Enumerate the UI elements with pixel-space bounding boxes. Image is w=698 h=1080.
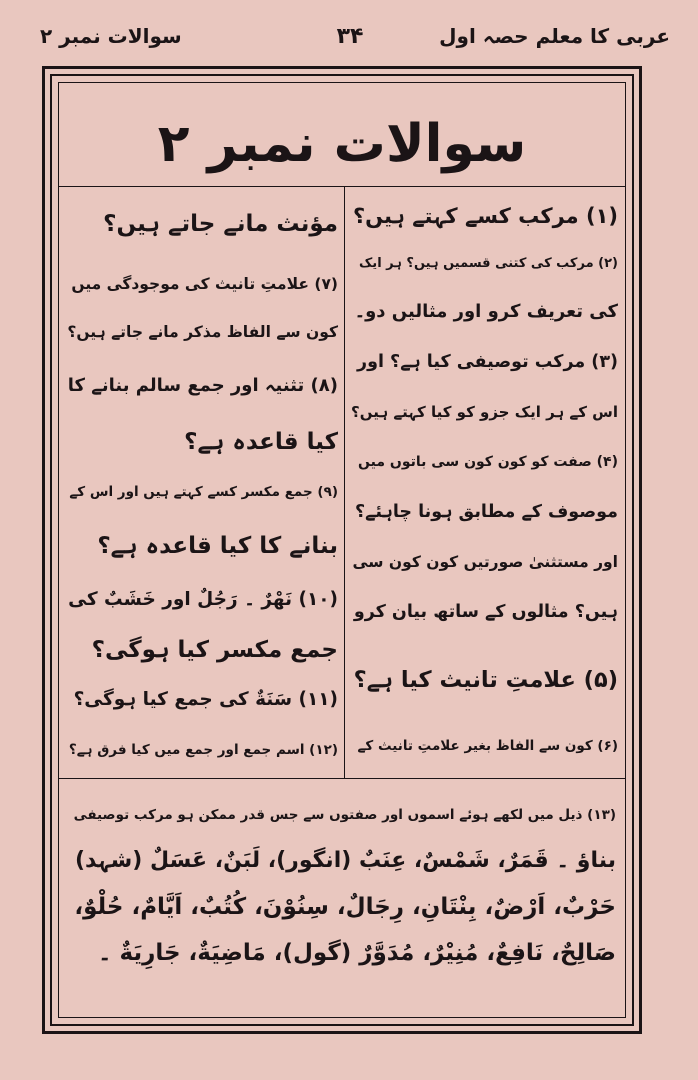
question-line: بنانے کا کیا قاعدہ ہے؟: [97, 533, 338, 559]
question-line: کی تعریف کرو اور مثالیں دو۔: [354, 301, 618, 322]
page-number: ۳۴: [336, 24, 364, 49]
page-header: [30, 18, 670, 58]
question-13-line: بناؤ ۔ قَمَرٌ، شَمْسٌ، عِنَبٌ (انگور)، لَبَنٌ، عَسَلٌ (شہد): [75, 848, 616, 873]
question-line: (۶) کون سے الفاظ بغیر علامتِ تانیث کے: [357, 738, 618, 754]
question-13-block: [66, 792, 616, 976]
question-line: اور مستثنیٰ صورتیں کون کون سی: [352, 553, 618, 571]
question-line: اس کے ہر ایک جزو کو کیا کہتے ہیں؟: [351, 403, 618, 421]
question-line: مؤنث مانے جاتے ہیں؟: [103, 211, 338, 237]
question-13-line: صَالِحٌ، نَافِعٌ، مُنِیْرٌ، مُدَوَّرٌ (گول)، مَاضِیَةٌ، جَارِیَةٌ ۔: [98, 940, 616, 966]
book-title: عربی کا معلم حصہ اول: [439, 24, 670, 48]
question-line: (۵) علامتِ تانیث کیا ہے؟: [353, 667, 618, 693]
column-divider: [344, 186, 345, 778]
section-label: سوالات نمبر ۲: [40, 24, 182, 48]
question-line: جمع مکسر کیا ہوگی؟: [91, 637, 338, 663]
question-line: (۲) مرکب کی کتنی قسمیں ہیں؟ ہر ایک: [359, 256, 618, 271]
question-13-line: (۱۳) ذیل میں لکھے ہوئے اسموں اور صفتوں سے جس قدر ممکن ہو مرکب توصیفی: [73, 807, 616, 823]
question-line: ہیں؟ مثالوں کے ساتھ بیان کرو: [353, 602, 618, 622]
question-13-line: حَرْبٌ، اَرْضٌ، بِنْتَانِ، رِجَالٌ، سِنُوْنَ، کُتُبٌ، اَیَّامٌ، حُلْوٌ،: [74, 894, 616, 920]
question-line: (۱۲) اسم جمع اور جمع میں کیا فرق ہے؟: [68, 742, 338, 758]
question-line: (۷) علامتِ تانیث کی موجودگی میں: [71, 275, 338, 293]
question-line: (۹) جمع مکسر کسے کہتے ہیں اور اس کے: [69, 484, 338, 500]
question-line: موصوف کے مطابق ہونا چاہئے؟: [355, 502, 618, 522]
question-line: (۳) مرکب توصیفی کیا ہے؟ اور: [357, 352, 618, 372]
title-divider: [58, 186, 626, 187]
question-line: (۱۱) سَنَةٌ کی جمع کیا ہوگی؟: [73, 689, 338, 710]
question-line: (۱۰) نَهْرٌ ۔ رَجُلٌ اور خَشَبٌ کی: [68, 589, 338, 610]
question-line: (۴) صفت کو کون کون سی باتوں میں: [358, 454, 618, 470]
question-line: کیا قاعدہ ہے؟: [184, 429, 338, 455]
bottom-section-divider: [58, 778, 626, 779]
question-line: (۸) تثنیہ اور جمع سالم بنانے کا: [67, 375, 338, 396]
page-title: سوالات نمبر ۲: [157, 114, 527, 174]
question-line: (۱) مرکب کسے کہتے ہیں؟: [352, 204, 618, 228]
question-line: کون سے الفاظ مذکر مانے جاتے ہیں؟: [67, 323, 338, 341]
